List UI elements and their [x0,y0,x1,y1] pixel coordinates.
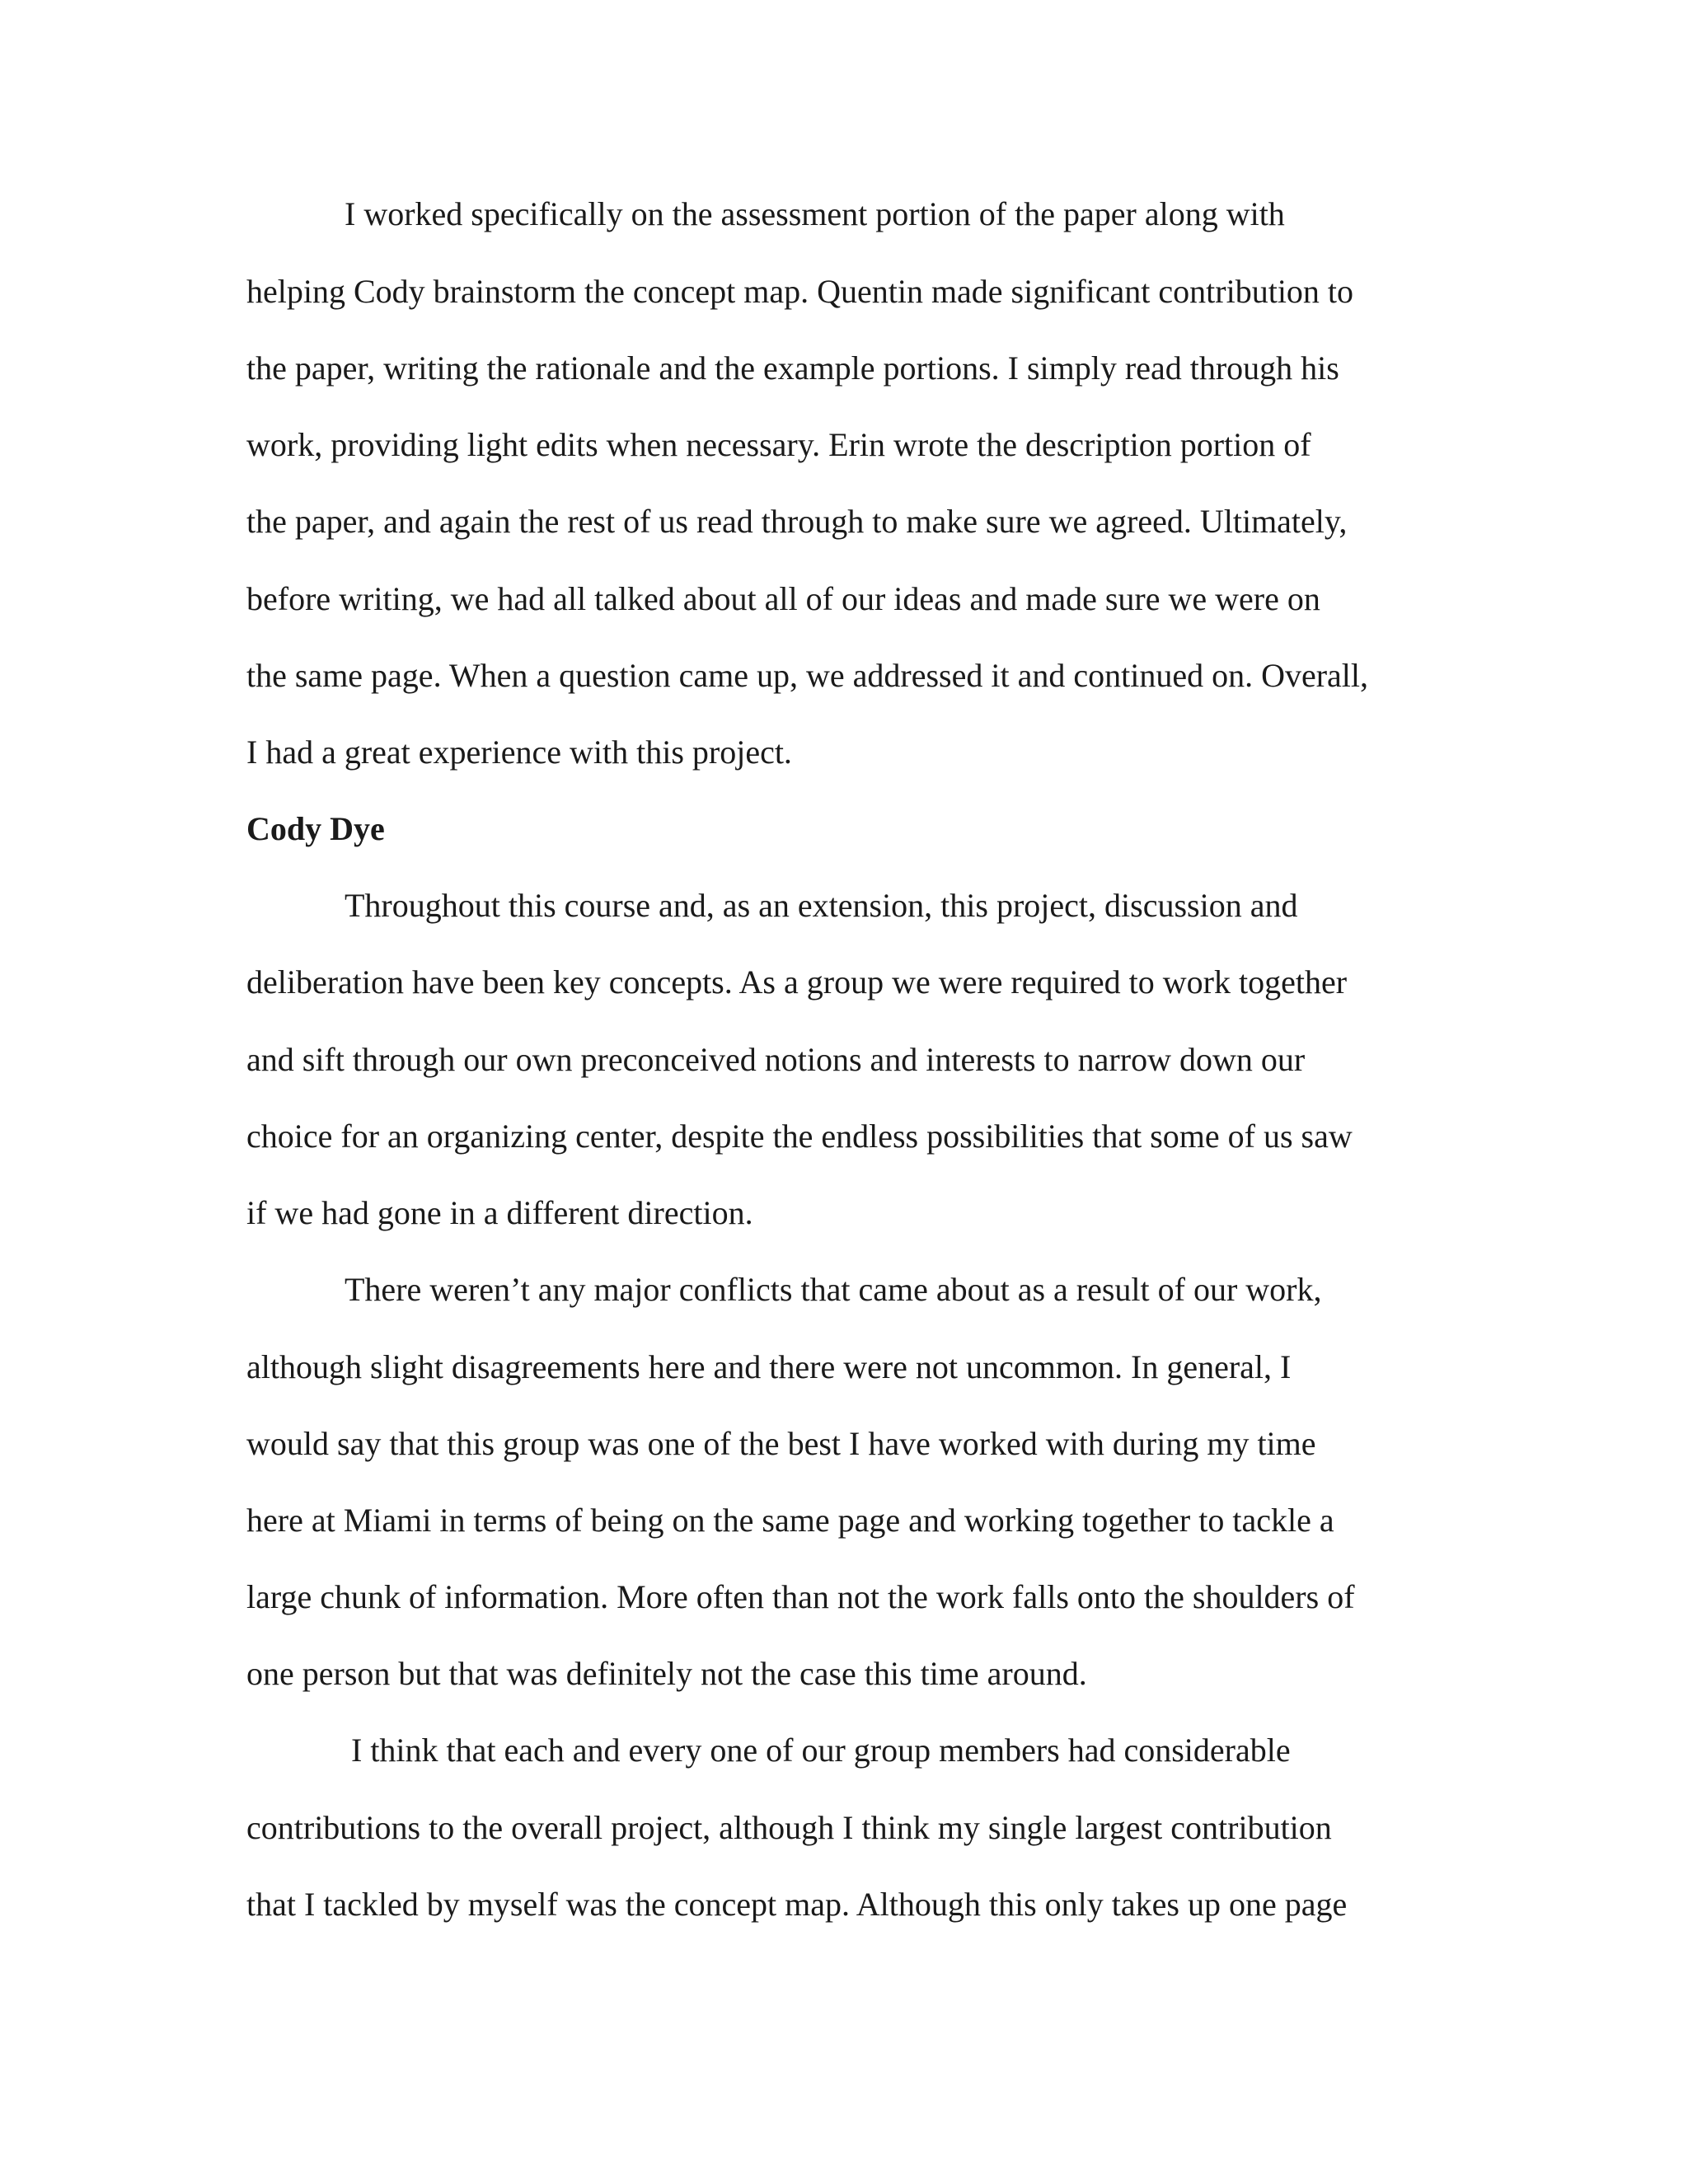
paragraph-line: that I tackled by myself was the concept map. Although this only takes up one page [246,1886,1348,1923]
paragraph-line: deliberation have been key concepts. As a group we were required to work together [246,963,1348,1001]
paragraph-line: I worked specifically on the assessment portion of the paper along with [345,195,1285,232]
paragraph-line: if we had gone in a different direction. [246,1194,753,1231]
paragraph-line: I think that each and every one of our group members had considerable [351,1732,1291,1769]
paragraph-line: here at Miami in terms of being on the same page and working together to tackle a [246,1502,1334,1539]
paragraph-line: one person but that was definitely not the case this time around. [246,1655,1087,1692]
paragraph-line: I had a great experience with this project. [246,733,792,771]
section-heading: Cody Dye [246,810,385,847]
paragraph-line: There weren’t any major conflicts that came about as a result of our work, [345,1271,1322,1308]
paragraph-line: would say that this group was one of the best I have worked with during my time [246,1425,1316,1462]
paragraph-line: the same page. When a question came up, we addressed it and continued on. Overall, [246,657,1369,694]
paragraph-line: choice for an organizing center, despite the endless possibilities that some of us saw [246,1118,1353,1155]
paragraph-line: the paper, writing the rationale and the example portions. I simply read through his [246,349,1339,387]
paragraph-line: and sift through our own preconceived notions and interests to narrow down our [246,1041,1306,1078]
paragraph-line: Throughout this course and, as an extension, this project, discussion and [345,887,1298,924]
paragraph-line: contributions to the overall project, although I think my single largest contribution [246,1809,1332,1846]
paragraph-line: before writing, we had all talked about all of our ideas and made sure we were on [246,580,1320,617]
paragraph-line: the paper, and again the rest of us read through to make sure we agreed. Ultimately, [246,503,1348,540]
paragraph-line: although slight disagreements here and there were not uncommon. In general, I [246,1348,1292,1385]
paragraph-line: work, providing light edits when necessary. Erin wrote the description portion of [246,426,1311,463]
paragraph-line: helping Cody brainstorm the concept map. Quentin made significant contribution to [246,273,1354,310]
paragraph-line: large chunk of information. More often than not the work falls onto the shoulders of [246,1578,1355,1615]
